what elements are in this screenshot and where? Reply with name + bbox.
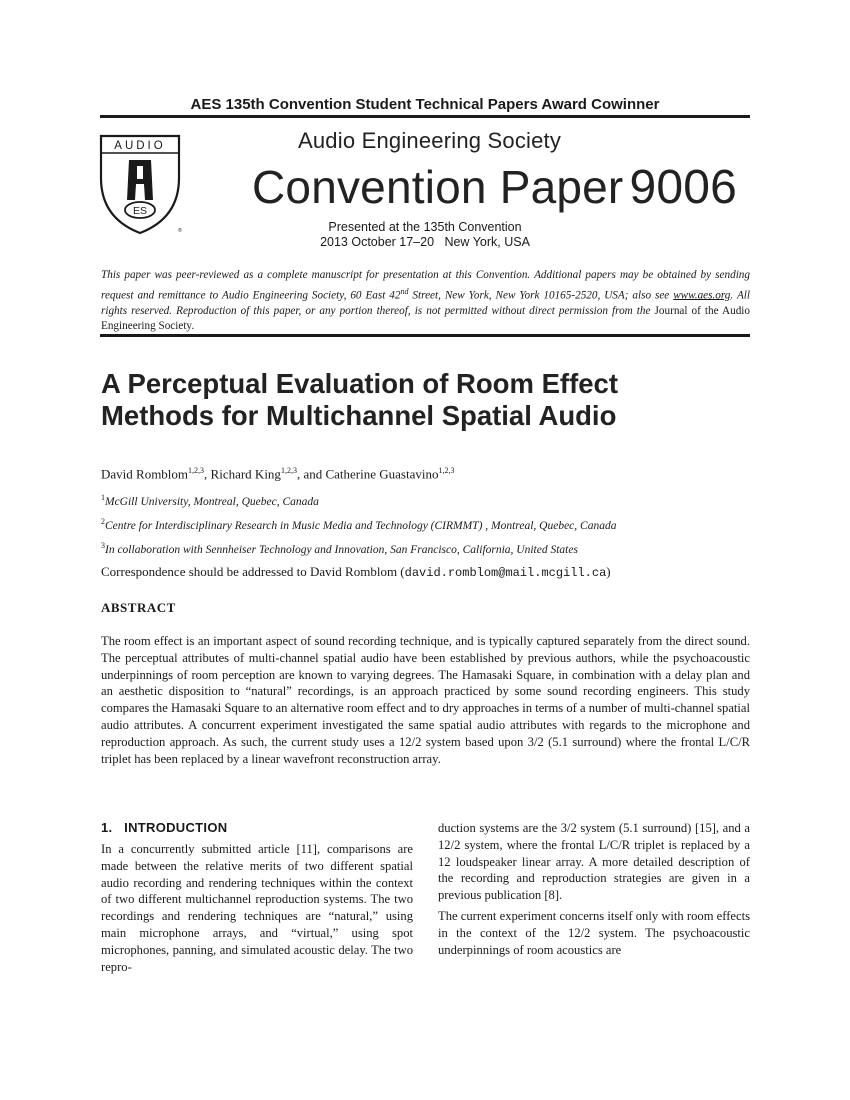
journal-name: Journal of the Audio Engineering Society bbox=[101, 304, 750, 333]
notice-sup: nd bbox=[400, 286, 409, 296]
correspondence-end: ) bbox=[606, 564, 611, 579]
affiliation-1-num: 1 bbox=[101, 493, 105, 502]
notice-text-2: Street, New York, New York 10165-2520, USA; also see bbox=[408, 289, 674, 302]
intro-paragraph-2: duction systems are the 3/2 system (5.1 surround) [15], and a 12/2 system, where the frontal L/C/R triplet is replaced by a 12 loudspeaker linear array. A more detailed description of the recording and reproduction strategies are given in a previous publication [8]. bbox=[438, 821, 750, 903]
award-banner: AES 135th Convention Student Technical Papers Award Cowinner bbox=[190, 96, 660, 113]
notice-text-3: . All rights reserved. Reproduction of this paper, or any portion thereof, is not permitted without direct permission from the bbox=[101, 289, 750, 317]
affiliation-2 bbox=[101, 517, 616, 532]
aes-audio-logo-icon bbox=[98, 132, 182, 236]
author-3-sup: 1,2,3 bbox=[438, 466, 455, 475]
convention-paper-label: Convention Paper bbox=[252, 161, 624, 213]
intro-column-1: In a concurrently submitted article [11], comparisons are made between the relative merits of two different spatial audio recording and rendering techniques within the context of two different multichannel reproduction systems. The two recordings and rendering techniques are “natural,” using main microphone arrays, and “virtual,” using spot microphones, panning, and simulated acoustic delay. The two repro- bbox=[101, 842, 413, 974]
paper-title bbox=[101, 368, 751, 432]
affiliation-3-num: 3 bbox=[101, 541, 105, 550]
author-list bbox=[101, 466, 454, 482]
convention-paper-title bbox=[252, 160, 737, 215]
logo-audio-text: AUDIO bbox=[114, 140, 166, 152]
correspondence-text: Correspondence should be addressed to David Romblom ( bbox=[101, 564, 405, 579]
author-2: , Richard King bbox=[204, 466, 281, 482]
affiliation-1-text: McGill University, Montreal, Quebec, Canada bbox=[105, 495, 319, 508]
paper-title-line-2: Methods for Multichannel Spatial Audio bbox=[101, 400, 617, 431]
notice-end: . bbox=[191, 320, 195, 333]
affiliation-3 bbox=[101, 541, 578, 556]
intro-column-2 bbox=[438, 820, 750, 962]
affiliation-1 bbox=[101, 493, 319, 508]
author-2-sup: 1,2,3 bbox=[280, 466, 297, 475]
header-rule-top bbox=[100, 115, 750, 118]
paper-number: 9006 bbox=[629, 161, 738, 214]
notice-text-1: This paper was peer-reviewed as a complete manuscript for presentation at this Convention. Additional papers may be obtained by sending request and remittance to Audio Engineering Society, 60 East 42 bbox=[101, 269, 750, 302]
society-name: Audio Engineering Society bbox=[298, 128, 562, 153]
author-1-sup: 1,2,3 bbox=[188, 466, 205, 475]
affiliation-2-text: Centre for Interdisciplinary Research in Music Media and Technology (CIRMMT) , Montreal, Quebec, Canada bbox=[105, 519, 617, 532]
copyright-notice bbox=[101, 268, 750, 335]
logo-es-text: ES bbox=[132, 205, 148, 217]
presented-line-1: Presented at the 135th Convention bbox=[328, 220, 522, 234]
abstract-body: The room effect is an important aspect of sound recording technique, and is typically captured separately from the direct sound. The perceptual attributes of multi-channel spatial audio have been established by previous authors, while the psychoacoustic underpinnings of room perception are known to varying degrees. The Hamasaki Square, in combination with a delay plan and an aesthetic disposition to “natural” recordings, is an approach practiced by some sound recording engineers. This study compares the Hamasaki Square to an alternative room effect and to dry approaches in terms of a number of multi-channel spatial audio attributes. A concurrent experiment investigated the same spatial audio attributes with regards to the microphone and reproduction approach. As such, the current study uses a 12/2 system based upon 3/2 (5.1 surround) where the frontal L/C/R triplet has been replaced by a linear wavefront reconstruction array. bbox=[101, 634, 750, 766]
correspondence-email[interactable]: david.romblom@mail.mcgill.ca bbox=[404, 566, 607, 580]
logo-registered-mark: ® bbox=[178, 228, 182, 234]
affiliation-2-num: 2 bbox=[101, 517, 105, 526]
aes-website-link[interactable]: www.aes.org bbox=[673, 289, 731, 302]
affiliation-3-text: In collaboration with Sennheiser Technology and Innovation, San Francisco, California, United States bbox=[105, 543, 578, 556]
correspondence bbox=[101, 564, 611, 580]
intro-paragraph-3: The current experiment concerns itself only with room effects in the context of the 12/2 system. The psychoacoustic underpinnings of room acoustics are bbox=[438, 908, 750, 957]
presented-line-2: 2013 October 17–20 New York, USA bbox=[320, 235, 530, 249]
abstract-heading: ABSTRACT bbox=[101, 600, 176, 615]
presented-at bbox=[300, 220, 550, 250]
paper-title-line-1: A Perceptual Evaluation of Room Effect bbox=[101, 368, 618, 399]
introduction-heading: 1. INTRODUCTION bbox=[101, 820, 228, 835]
author-1: David Romblom bbox=[101, 466, 189, 482]
author-3: , and Catherine Guastavino bbox=[296, 466, 439, 482]
header-rule-bottom bbox=[100, 334, 750, 337]
